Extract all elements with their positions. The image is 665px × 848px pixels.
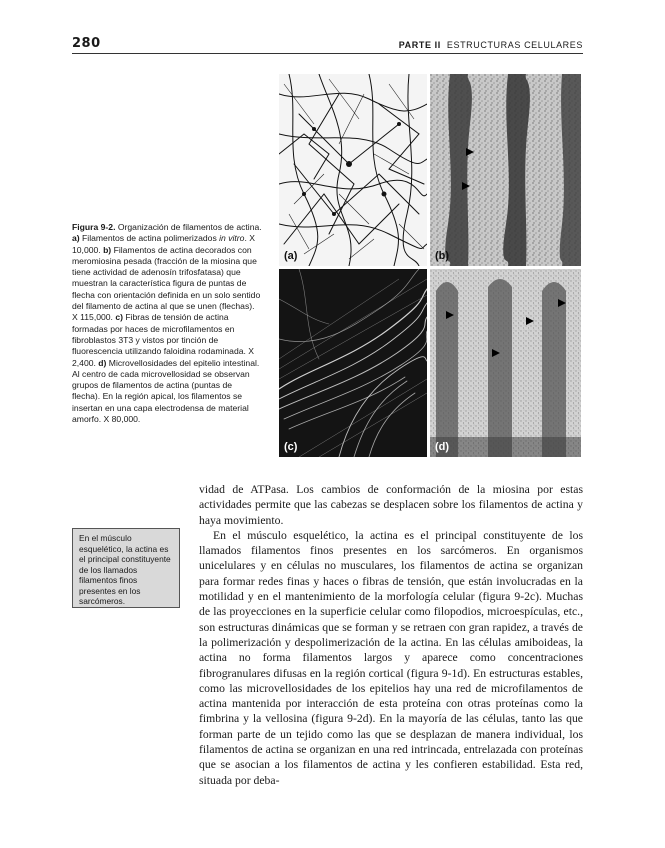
figure-panel-a — [279, 74, 427, 266]
caption-a-text-2: . X 10,000. — [72, 233, 255, 255]
caption-c-text: Fibras de tensión de actina formadas por haces de microfilamentos en fibroblastos 3T3 y vistos por tinción de fluorescencia utilizando faloidina rodaminada. X 2,400. — [72, 312, 255, 368]
panel-label-b: (b) — [435, 250, 450, 262]
part-label: PARTE II — [398, 40, 441, 50]
microvilli-image — [430, 269, 581, 457]
panel-label-a: (a) — [284, 250, 298, 262]
caption-title: Organización de filamentos de actina. — [115, 222, 262, 232]
margin-note-text: En el músculo esquelético, la actina es el principal constituyente de los llamados filamentos finos presentes en los sarcómeros. — [79, 533, 171, 606]
caption-b-text: Filamentos de actina decorados con meromiosina pesada (fracción de la miosina que tiene actividad de adenosín trifosfatasa) que muestran la característica figura de puntas de flecha con orientación definida en un solo sentido del filamento de actina al que se unen (flechas). X 115,000. — [72, 244, 261, 323]
figure-panel-c — [279, 269, 427, 457]
caption-d-label: d) — [98, 357, 107, 368]
caption-figure-label: Figura 9-2. — [72, 222, 116, 232]
figure-caption — [72, 222, 262, 425]
caption-c-label: c) — [115, 312, 123, 323]
decorated-filaments-image — [430, 74, 581, 266]
filament-network-image — [279, 74, 427, 266]
panel-label-c: (c) — [284, 441, 298, 453]
paragraph-1: vidad de ATPasa. Los cambios de conformación de la miosina por estas actividades permite que las cabezas se desplacen sobre los filamentos de actina y haya movimiento. — [199, 483, 583, 527]
figure-panel-d — [430, 269, 581, 457]
margin-note-box — [72, 528, 180, 608]
stress-fibers-image — [279, 269, 427, 457]
part-title: ESTRUCTURAS CELULARES — [446, 40, 583, 50]
header-rule — [72, 53, 583, 54]
caption-d-text: Microvellosidades del epitelio intestinal. Al centro de cada microvellosidad se observan grupos de filamentos de actina (puntas de flecha). En la región apical, los filamentos se insertan en una capa electrodensa de material amorfo. X 80,000. — [72, 357, 260, 425]
caption-a-italic: in vitro — [219, 233, 245, 244]
paragraph-2: En el músculo esquelético, la actina es el principal constituyente de los llamados filamentos finos presentes en los sarcómeros. En organismos unicelulares y en células no musculares, los filamentos de actina se organizan para formar redes finas y haces o fibras de tensión, que están involucradas en la motilidad y en el mantenimiento de la morfología celular (figura 9-2c). Muchas de las proyecciones en la superficie celular como filopodios, microespículas, etc., son estructuras dinámicas que se forman y se retraen con gran rapidez, a través de la polimerización y despolimerización de la actina. En las células amiboideas, la actina no forma filamentos largos y aparece como concentraciones fibrogranulares difusas en la región cortical (figura 9-1d). En estructuras estables, como las microvellosidades de los epitelios hay una red de microfilamentos de actina mantenida por interacción de esta proteína con otras proteínas como la fimbrina y la vellosina (figura 9-2d). En la mayoría de las células, tanto las que forman parte de un tejido como las que se desplazan de manera individual, los filamentos de actina se organizan en una red intrincada, entrelazada con proteínas que se asocian a los filamentos de actina y les confieren estabilidad. Esta red, situada por deba- — [199, 528, 583, 787]
caption-a-label: a) — [72, 233, 80, 244]
caption-a-text: Filamentos de actina polimerizados — [79, 233, 220, 244]
panel-label-d: (d) — [435, 441, 450, 453]
running-header — [399, 40, 583, 50]
body-text — [199, 482, 583, 788]
page-number: 280 — [72, 36, 101, 51]
caption-b-label: b) — [103, 244, 112, 255]
figure-panel-b — [430, 74, 581, 266]
